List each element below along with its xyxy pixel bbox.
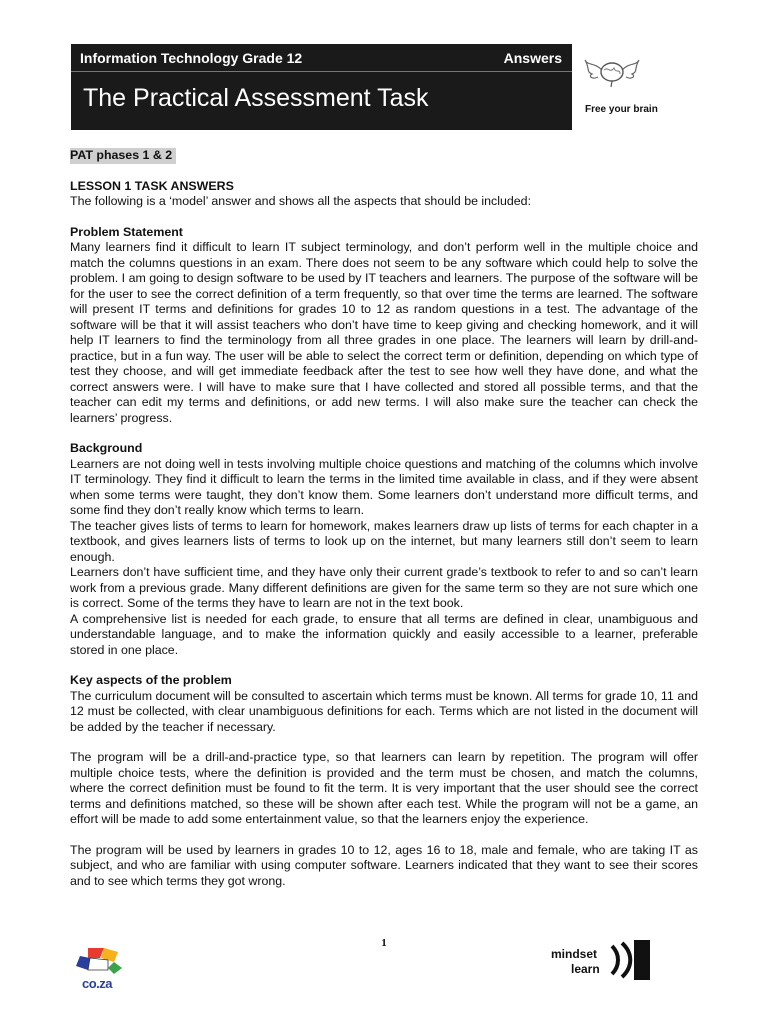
- slogan: Free your brain: [585, 104, 658, 115]
- mindset-logo-text: mindset: [551, 947, 598, 961]
- header-banner: [71, 44, 572, 130]
- coza-logo-text: co.za: [82, 976, 113, 991]
- learn-logo-text: learn: [571, 962, 600, 976]
- answers-label: Answers: [503, 49, 562, 66]
- problem-heading: Problem Statement: [70, 224, 183, 239]
- background-paragraph: The teacher gives lists of terms to learn for homework, makes learners draw up lists of terms for each chapter in a textbook, and gives learners lists of terms to look up on the internet, but many learners still don’t seem to learn enough.: [70, 518, 698, 564]
- header-strip: [71, 44, 572, 72]
- background-heading: Background: [70, 441, 143, 455]
- page-number: 1: [381, 937, 387, 949]
- key-aspects-paragraph: The program will be used by learners in grades 10 to 12, ages 16 to 18, male and female, who are taking IT as subject, and who are familiar with using computer software. Learners indicated that they want to see their scores and to see which terms they got wrong.: [70, 842, 698, 888]
- winged-brain-logo-icon: [584, 52, 640, 88]
- lesson-heading: LESSON 1 TASK ANSWERS: [70, 178, 234, 193]
- problem-text: Many learners find it difficult to learn IT subject terminology, and don’t perform well in the multiple choice and match the columns questions in an exam. There does not seem to be any software which could help to solve the problem. I am going to design software to be used by IT teachers and learners. The purpose of the software will be for the user to see the correct definition of a term frequently, so that over time the terms are learned. The software will present IT terms and definitions for grades 10 to 12 as random questions in a test. The advantage of the software will be that it will assist teachers who don’t have time to keep giving and checking homework, and it will help IT learners to find the terminology from all three grades in one place. The learners will learn by drill-and-practice, but in a fun way. The user will be able to select the correct term or definition, depending on which type of test they choose, and will get immediate feedback after the test to see how well they have done, and what the correct answers were. I will have to make sure that I have collected and stored all possible terms, and that the teacher can edit my terms and definitions, or add new terms. I will also make sure the teacher can check the learners’ progress.: [70, 240, 698, 425]
- phase-label: PAT phases 1 & 2: [70, 148, 176, 164]
- background-paragraph: Learners are not doing well in tests involving multiple choice questions and matching of the columns which involve IT terminology. They find it difficult to learn the terms in the limited time available in class, and if they were absent when some terms were taught, they don’t know them. Some learners don’t understand more difficult terms, and some find they don’t really know which terms to learn.: [70, 456, 698, 517]
- background-paragraph: A comprehensive list is needed for each grade, to ensure that all terms are defined in clear, unambiguous and understandable language, and to make the information quickly and easily accessible to a learner, preferable stored in one place.: [70, 611, 698, 657]
- document-body: [70, 148, 698, 889]
- intro-text: The following is a ‘model’ answer and shows all the aspects that should be included:: [70, 194, 532, 208]
- subject-label: Information Technology Grade 12: [80, 49, 303, 66]
- key-aspects-paragraph: The program will be a drill-and-practice type, so that learners can learn by repetition. The program will offer multiple choice tests, where the definition is provided and the term must be chosen, and match the columns, where the correct definition must be found to fit the term. It is very important that the user should see the correct terms and definitions matched, so these will be shown after each test. While the program will not be a game, an effort will be made to add some entertainment value, so that the learners enjoy the experience.: [70, 750, 698, 826]
- key-aspects-paragraph: The curriculum document will be consulted to ascertain which terms must be known. All terms for grade 10, 11 and 12 must be collected, with clear unambiguous definitions for each. Terms which are not listed in the document will be added by the teacher if necessary.: [70, 688, 698, 734]
- document-title: The Practical Assessment Task: [83, 84, 429, 112]
- key-aspects-heading: Key aspects of the problem: [70, 673, 232, 687]
- background-paragraph: Learners don’t have sufficient time, and they have only their current grade’s textbook to refer to and so can’t learn work from a previous grade. Many different definitions are given for the same term so they are not sure which one is correct. Some of the terms they have to learn are not in the text book.: [70, 565, 698, 610]
